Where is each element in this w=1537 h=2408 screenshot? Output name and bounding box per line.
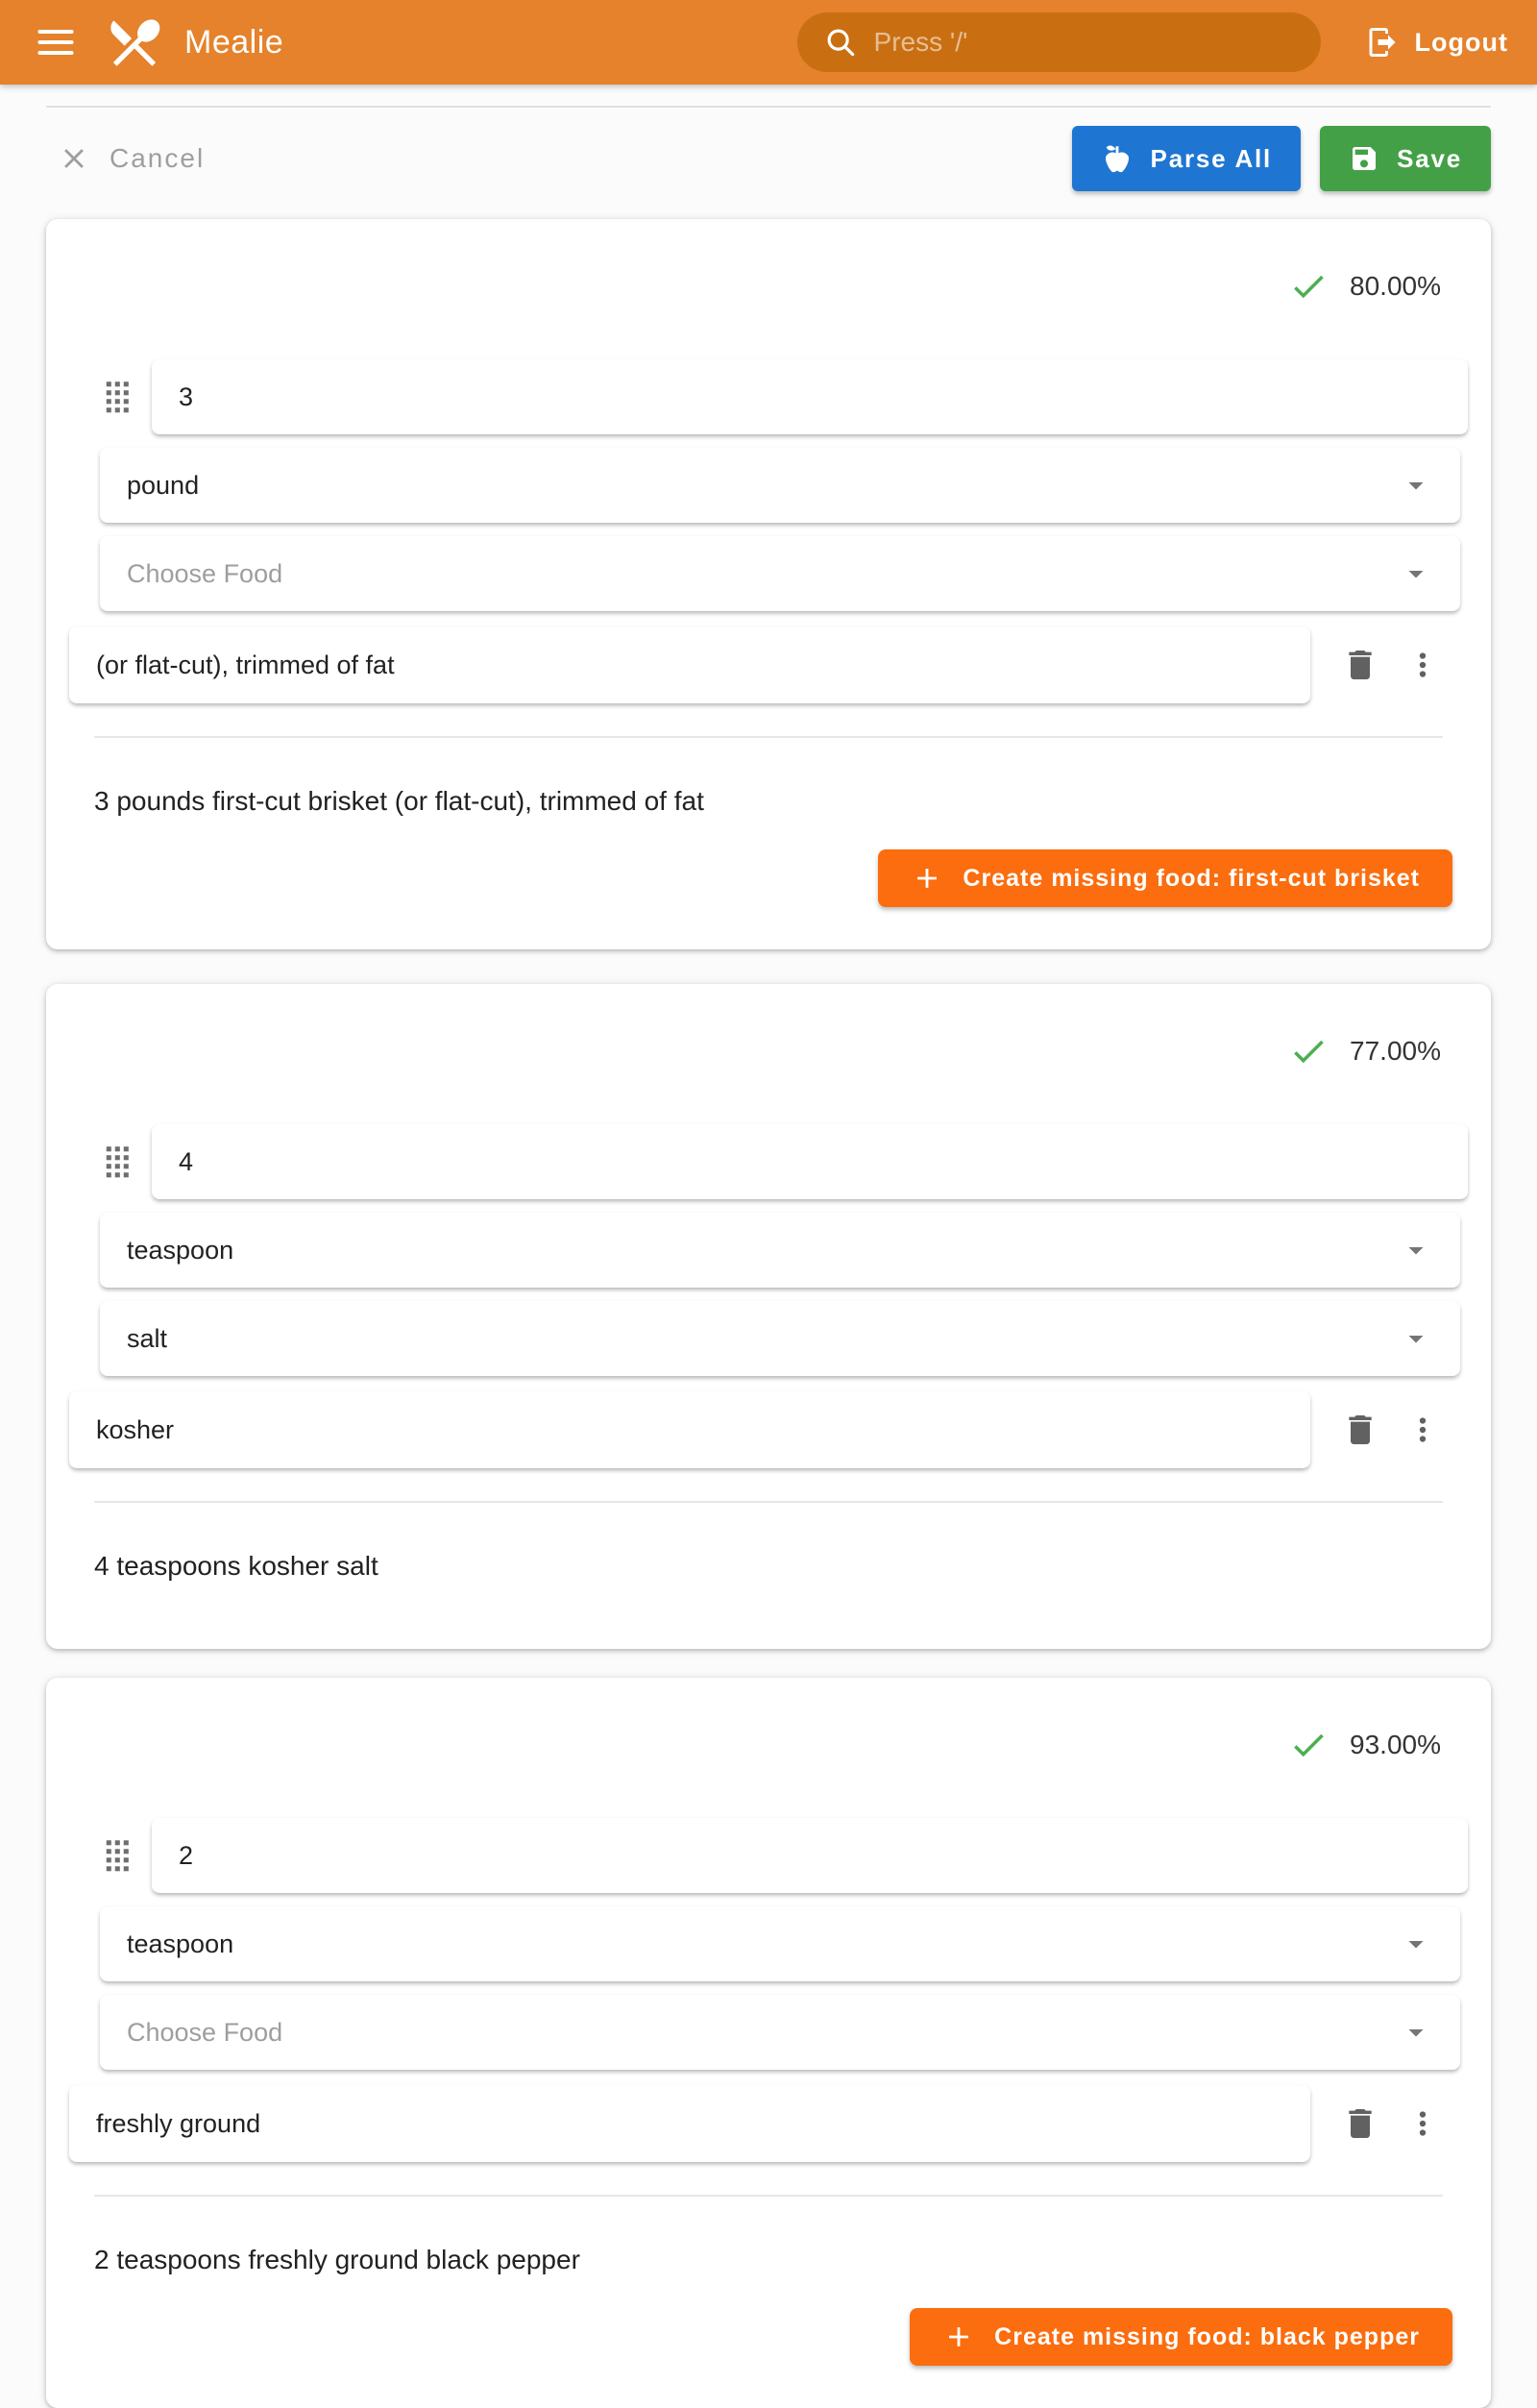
delete-icon[interactable] [1341,1411,1379,1449]
create-missing-food-button[interactable] [878,849,1452,907]
save-icon [1349,143,1379,174]
unit-select[interactable] [100,448,1460,523]
ingredient-card [46,1678,1491,2408]
cancel-label: Cancel [110,143,206,173]
food-select[interactable] [100,536,1460,611]
logout-button[interactable] [1365,25,1508,60]
toolbar-divider [46,106,1491,108]
save-button[interactable] [1320,126,1491,191]
note-row [69,1391,1468,1468]
plus-icon [911,862,943,895]
logout-label: Logout [1414,27,1508,57]
ingredient-card [46,219,1491,949]
chevron-down-icon [1399,468,1433,503]
save-label: Save [1397,143,1462,173]
card-divider [94,2195,1443,2197]
parse-all-label: Parse All [1150,143,1273,173]
search-input[interactable] [874,27,1296,58]
chevron-down-icon [1399,1927,1433,1961]
toolbar [46,125,1491,192]
note-row [69,627,1468,703]
note-input[interactable] [96,1415,1283,1445]
check-icon [1288,1031,1329,1071]
food-value: salt [127,1323,168,1353]
chevron-down-icon [1399,1321,1433,1356]
unit-value: pound [127,470,200,500]
chevron-down-icon [1399,1233,1433,1267]
confidence-value: 77.00% [1350,1036,1441,1066]
quantity-input[interactable] [179,1841,1441,1871]
kebab-menu-icon[interactable] [1404,2105,1441,2142]
card-divider [94,1501,1443,1503]
confidence-row [69,219,1468,304]
drag-handle-icon[interactable] [104,1838,131,1873]
note-input[interactable] [96,2109,1283,2139]
food-placeholder: Choose Food [127,2017,283,2047]
parser-page [0,106,1537,2408]
check-icon [1288,1725,1329,1765]
hamburger-menu-icon[interactable] [29,15,83,69]
confidence-value: 80.00% [1350,271,1441,301]
plus-icon [942,2321,975,2353]
chevron-down-icon [1399,2015,1433,2050]
search-icon [822,24,859,61]
search-bar[interactable] [797,12,1321,72]
unit-select[interactable] [100,1906,1460,1981]
quantity-row [69,359,1468,434]
drag-handle-icon[interactable] [104,380,131,414]
delete-icon[interactable] [1341,2104,1379,2143]
page-title: Mealie [184,23,284,61]
unit-value: teaspoon [127,1235,234,1265]
kebab-menu-icon[interactable] [1404,1412,1441,1448]
note-input[interactable] [96,651,1283,680]
quantity-row [69,1818,1468,1893]
create-missing-food-label: Create missing food: black pepper [994,2322,1420,2350]
logout-icon [1365,25,1400,60]
create-missing-food-label: Create missing food: first-cut brisket [963,864,1420,892]
drag-handle-icon[interactable] [104,1144,131,1179]
quantity-input[interactable] [179,382,1441,412]
quantity-row [69,1124,1468,1199]
unit-value: teaspoon [127,1929,234,1958]
quantity-field [152,1818,1468,1893]
confidence-value: 93.00% [1350,1730,1441,1759]
card-divider [94,736,1443,738]
note-row [69,2085,1468,2162]
close-icon [58,142,90,175]
cancel-button[interactable] [58,142,205,175]
food-select[interactable] [100,1995,1460,2070]
note-field [69,627,1310,703]
confidence-row [69,1678,1468,1762]
delete-icon[interactable] [1341,646,1379,684]
parse-all-button[interactable] [1072,126,1302,191]
ingredient-card [46,984,1491,1649]
card-padding [69,1582,1468,1649]
original-ingredient-text: 4 teaspoons kosher salt [94,1551,378,1581]
original-ingredient-text: 2 teaspoons freshly ground black pepper [94,2245,580,2274]
check-icon [1288,266,1329,307]
card-padding [69,907,1468,949]
quantity-input[interactable] [179,1147,1441,1177]
apple-icon [1101,142,1134,175]
food-select[interactable] [100,1301,1460,1376]
create-missing-food-button[interactable] [910,2308,1452,2366]
quantity-field [152,359,1468,434]
quantity-field [152,1124,1468,1199]
card-padding [69,2366,1468,2408]
original-ingredient-text: 3 pounds first-cut brisket (or flat-cut), trimmed of fat [94,786,704,816]
chevron-down-icon [1399,556,1433,591]
kebab-menu-icon[interactable] [1404,647,1441,683]
note-field [69,1391,1310,1468]
app-header [0,0,1537,85]
food-placeholder: Choose Food [127,558,283,588]
confidence-row [69,984,1468,1069]
unit-select[interactable] [100,1213,1460,1288]
note-field [69,2085,1310,2162]
mealie-logo-icon[interactable] [104,12,165,73]
